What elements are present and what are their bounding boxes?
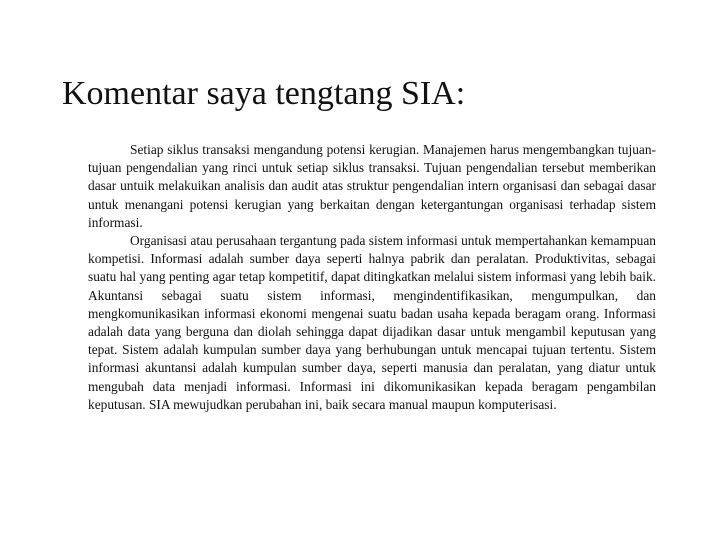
slide-title: Komentar saya tengtang SIA: bbox=[62, 75, 466, 112]
paragraph-2: Organisasi atau perusahaan tergantung pada sistem informasi untuk mempertahankan kemampuan kompetisi. Informasi adalah sumber daya seperti halnya pabrik dan peralatan. Produktivitas, sebagai suatu hal yang penting agar tetap kompetitif, dapat ditingkatkan melalui sistem informasi yang lebih baik. Akuntansi sebagai suatu sistem informasi, mengindentifikasikan, mengumpulkan, dan mengkomunikasikan informasi ekonomi mengenai suatu badan usaha kepada beragam orang. Informasi adalah data yang berguna dan diolah sehingga dapat dijadikan dasar untuk mengambil keputusan yang tepat. Sistem adalah kumpulan sumber daya yang berhubungan untuk mencapai tujuan tertentu. Sistem informasi akuntansi adalah kumpulan sumber daya, seperti manusia dan peralatan, yang diatur untuk mengubah data menjadi informasi. Informasi ini dikomunikasikan kepada beragam pengambilan keputusan. SIA mewujudkan perubahan ini, baik secara manual maupun komputerisasi. bbox=[88, 233, 656, 412]
slide-body bbox=[88, 141, 656, 414]
paragraph-1: Setiap siklus transaksi mengandung potensi kerugian. Manajemen harus mengembangkan tujuan-tujuan pengendalian yang rinci untuk setiap siklus transaksi. Tujuan pengendalian tersebut memberikan dasar untuik melakuikan analisis dan audit atas struktur pengendalian intern organisasi dan sebagai dasar untuk menangani potensi kerugian yang berkaitan dengan ketergantungan organisasi terhadap sistem informasi. bbox=[88, 142, 656, 230]
